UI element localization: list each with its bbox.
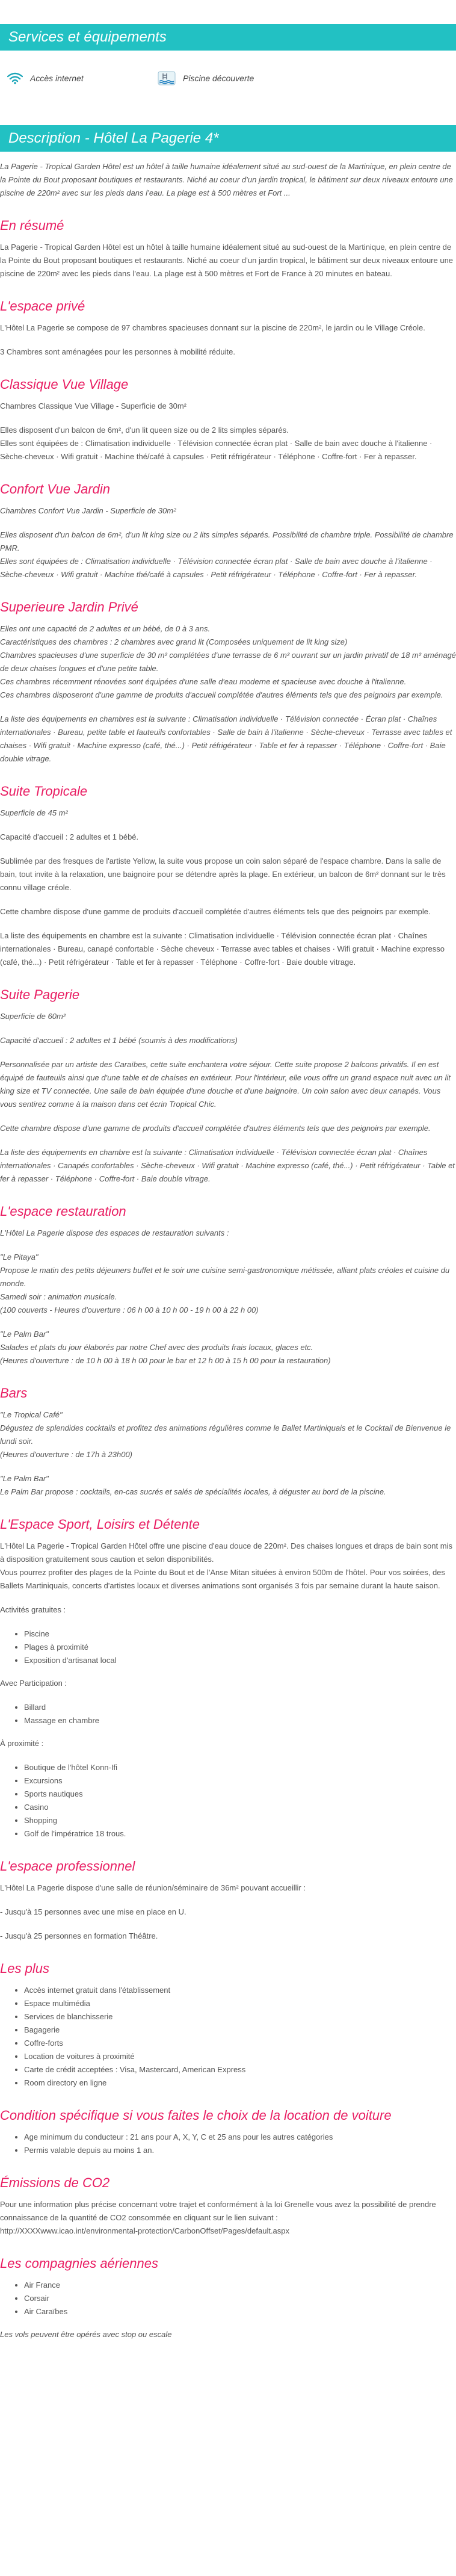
list-item: • Permis valable depuis au moins 1 an.	[24, 2144, 456, 2157]
section-paragraph: - Jusqu'à 25 personnes en formation Théâtre.	[0, 1931, 158, 1940]
wifi-icon	[7, 72, 23, 84]
pool-icon	[158, 71, 176, 85]
list-item: • Piscine	[24, 1627, 456, 1641]
section-title: Superieure Jardin Privé	[0, 599, 138, 615]
section-paragraph: 3 Chambres sont aménagées pour les personnes à mobilité réduite.	[0, 347, 235, 356]
section	[0, 376, 456, 463]
list-item: • Bagagerie	[24, 2023, 456, 2037]
list-item: • Carte de crédit acceptées : Visa, Mastercard, American Express	[24, 2063, 456, 2076]
list-item: • Air Caraïbes	[24, 2305, 456, 2318]
section-paragraph: "Le Palm Bar" Le Palm Bar propose : cocktails, en-cas sucrés et salés de spécialités locales, à déguster au bord de la piscine.	[0, 1474, 386, 1496]
list-item: • Air France	[24, 2279, 456, 2292]
section-paragraph: Elles disposent d'un balcon de 6m², d'un lit king size ou 2 lits simples séparés. Possibilité de chambre triple. Possibilité de chambre PMR. Elles sont équipées de : Climatisation individuelle · Télévision connectée écran plat · Salle de bain avec douche à l'italienne · Sèche-cheveux · Wifi gratuit · Machine thé/café à capsules · Petit réfrigérateur · Téléphone · Coffre-fort · Fer à repasser.	[0, 530, 454, 579]
section-list	[0, 1761, 456, 1841]
list-item: • Espace multimédia	[24, 1997, 456, 2010]
section-paragraph: Cette chambre dispose d'une gamme de produits d'accueil complétée d'autres éléments tels que des peignoirs par exemple.	[0, 1124, 431, 1133]
section-title: Les compagnies aériennes	[0, 2256, 158, 2271]
list-item: • Age minimum du conducteur : 21 ans pour A, X, Y, C et 25 ans pour les autres catégories	[24, 2131, 456, 2144]
list-item: • Services de blanchisserie	[24, 2010, 456, 2023]
section-title: Bars	[0, 1386, 28, 1401]
section-paragraph: Avec Participation :	[0, 1679, 67, 1688]
list-item: • Billard	[24, 1701, 456, 1714]
section	[0, 1384, 456, 1499]
list-item: • Coffre-forts	[24, 2037, 456, 2050]
section-paragraph: - Jusqu'à 15 personnes avec une mise en place en U.	[0, 1907, 186, 1916]
section	[0, 1516, 456, 1841]
list-item: • Shopping	[24, 1814, 456, 1827]
section-paragraph: Superficie de 60m²	[0, 1012, 66, 1021]
list-item: • Excursions	[24, 1774, 456, 1788]
section-paragraph: "Le Pitaya" Propose le matin des petits déjeuners buffet et le soir une cuisine semi-gastronomique métissée, alliant plats créoles et cuisine du monde. Samedi soir : animation musicale. (100 couverts - Heures d'ouverture : 06 h 00 à 10 h 00 - 19 h 00 à 22 h 00)	[0, 1252, 450, 1314]
section	[0, 782, 456, 969]
section-list	[0, 2279, 456, 2318]
sections	[0, 217, 456, 2341]
section-paragraph: Pour une information plus précise concernant votre trajet et conformément à la loi Grenelle vous avez la possibilité de prendre connaissance de la quantité de CO2 consommée en cliquant sur le lien suivant : http://XXXXwww.icao.int/environmental-protection/CarbonOffset/Pages/default.aspx	[0, 2200, 436, 2235]
list-item: • Room directory en ligne	[24, 2076, 456, 2090]
section-title: Suite Tropicale	[0, 784, 88, 799]
section-paragraph: Cette chambre dispose d'une gamme de produits d'accueil complétée d'autres éléments tels que des peignoirs par exemple.	[0, 907, 431, 916]
section-title: L'Espace Sport, Loisirs et Détente	[0, 1517, 200, 1532]
description-intro: La Pagerie - Tropical Garden Hôtel est un hôtel à taille humaine idéalement situé au sud-ouest de la Martinique, en plein centre de la Pointe du Bout proposant boutiques et restaurants. Niché au coeur d’un jardin tropical, le bâtiment sur deux niveaux entoure une piscine de 220m² avec sur les pieds dans l’eau. La plage est à 500 mètres et Fort ...	[0, 162, 454, 197]
section-title: En résumé	[0, 218, 64, 233]
section-paragraph: "Le Palm Bar" Salades et plats du jour élaborés par notre Chef avec des produits frais locaux, glaces etc. (Heures d'ouverture : de 10 h 00 à 18 h 00 pour le bar et 12 h 00 à 15 h 00 pour la restauration)	[0, 1330, 331, 1365]
list-item: • Massage en chambre	[24, 1714, 456, 1727]
section	[0, 217, 456, 280]
amenity-pool-label: Piscine découverte	[183, 73, 254, 83]
section-paragraph: Chambres Confort Vue Jardin - Superficie de 30m²	[0, 506, 176, 515]
section	[0, 598, 456, 766]
section-paragraph: Elles ont une capacité de 2 adultes et un bébé, de 0 à 3 ans. Caractéristiques des chambres : 2 chambres avec grand lit (Composées uniquement de lit king size) Chambres spacieuses d'une superficie de 30 m² complétées d'une terrasse de 6 m² ouvrant sur un jardin privatif de 18 m² aménagé de deux chaises longues et d'une petite table. Ces chambres récemment rénovées sont équipées d'une salle d'eau moderne et spacieuse avec douche à l'italienne. Ces chambres disposeront d'une gamme de produits d'accueil complétée d'autres éléments tels que des peignoirs par exemple.	[0, 624, 456, 699]
section-paragraph: La Pagerie - Tropical Garden Hôtel est un hôtel à taille humaine idéalement situé au sud-ouest de la Martinique, en plein centre de la Pointe du Bout proposant boutiques et restaurants. Niché au coeur d’un jardin tropical, le bâtiment sur deux niveaux entoure une piscine de 220m² avec les pieds dans l’eau. La plage est à 500 mètres et Fort de France à 20 minutes en bateau.	[0, 243, 454, 278]
section-title: Condition spécifique si vous faites le choix de la location de voiture	[0, 2108, 392, 2123]
section	[0, 2255, 456, 2341]
section	[0, 2174, 456, 2238]
amenities-row	[0, 65, 456, 91]
section-title: L'espace professionnel	[0, 1859, 135, 1874]
section-paragraph: Capacité d'accueil : 2 adultes et 1 bébé.	[0, 832, 139, 841]
section-list	[0, 2131, 456, 2157]
section-paragraph: La liste des équipements en chambres est la suivante : Climatisation individuelle · Télévision connectée · Écran plat · Chaînes internationales · Bureau, petite table et fauteuils confortables · Salle de bain à l'italienne · Sèche-cheveux · Terrasse avec tables et chaises · Wifi gratuit · Machine expresso (café, thé...) · Petit réfrigérateur · Table et fer à repasser · Téléphone · Coffre-fort · Baie double vitrage.	[0, 714, 452, 763]
section-paragraph: L'Hôtel La Pagerie dispose d'une salle de réunion/séminaire de 36m² pouvant accueillir :	[0, 1883, 306, 1892]
description-title: Description - Hôtel La Pagerie 4*	[8, 130, 219, 146]
section	[0, 1203, 456, 1367]
section	[0, 480, 456, 581]
list-item: • Golf de l'impératrice 18 trous.	[24, 1827, 456, 1841]
section-list	[0, 1701, 456, 1727]
list-item: • Casino	[24, 1801, 456, 1814]
services-header	[0, 24, 456, 51]
section	[0, 1857, 456, 1943]
amenity-wifi-label: Accès internet	[30, 73, 84, 83]
list-item: • Boutique de l'hôtel Konn-Ifi	[24, 1761, 456, 1774]
section	[0, 297, 456, 359]
section-title: L'espace privé	[0, 299, 85, 314]
section-paragraph: Activités gratuites :	[0, 1605, 66, 1614]
section	[0, 986, 456, 1186]
list-item: • Sports nautiques	[24, 1788, 456, 1801]
section-paragraph: "Le Tropical Café" Dégustez de splendides cocktails et profitez des animations régulières comme le Ballet Martiniquais et le Cocktail de Bienvenue le lundi soir. (Heures d'ouverture : de 17h à 23h00)	[0, 1410, 451, 1459]
section-title: Confort Vue Jardin	[0, 481, 111, 497]
description-header	[0, 125, 456, 152]
amenity-wifi	[7, 72, 158, 85]
amenity-pool	[158, 71, 308, 85]
page	[0, 24, 456, 2341]
section-paragraph: Sublimée par des fresques de l'artiste Yellow, la suite vous propose un coin salon séparé de l'espace chambre. Dans la salle de bain, tout invite à la relaxation, une baignoire pour se détendre après la plage. En extérieur, un balcon de 6m² donnant sur le très connu village créole.	[0, 856, 446, 892]
section-paragraph: Elles disposent d'un balcon de 6m², d'un lit queen size ou de 2 lits simples séparés. Elles sont équipées de : Climatisation individuelle · Télévision connectée écran plat · Salle de bain avec douche à l'italienne · Sèche-cheveux · Wifi gratuit · Machine thé/café à capsules · Petit réfrigérateur · Téléphone · Coffre-fort · Fer à repasser.	[0, 426, 433, 461]
section-title: Émissions de CO2	[0, 2175, 110, 2190]
list-item: • Exposition d'artisanat local	[24, 1654, 456, 1667]
section-title: Les plus	[0, 1961, 49, 1976]
section-paragraph: L'Hôtel La Pagerie - Tropical Garden Hôtel offre une piscine d'eau douce de 220m². Des chaises longues et draps de bain sont mis à disposition gratuitement sous caution et selon disponibilités. Vous pourrez profiter des plages de la Pointe du Bout et de l'Anse Mitan situées à environ 500m de l'hôtel. Pour vos soirées, des Ballets Martiniquais, concerts d'artistes locaux et diverses animations sont organisés 3 fois par semaine durant la haute saison.	[0, 1541, 452, 1590]
section-paragraph: Personnalisée par un artiste des Caraïbes, cette suite enchantera votre séjour. Cette suite propose 2 balcons privatifs. Il en est équipé de fauteuils ainsi que d'une table et de chaises en extérieur. Pour l'intérieur, elle vous offre un grand espace nuit avec un lit king size et TV connectée. Une salle de bain équipée d'une douche et d'une baignoire. Un coin salon avec deux canapés. Vous vous sentirez comme à la maison dans cet écrin Tropical Chic.	[0, 1060, 451, 1109]
section-paragraph: Chambres Classique Vue Village - Superficie de 30m²	[0, 401, 186, 410]
section-paragraph: À proximité :	[0, 1739, 44, 1748]
section-title: Suite Pagerie	[0, 987, 80, 1002]
list-item: • Corsair	[24, 2292, 456, 2305]
description-content	[0, 152, 456, 2341]
section-paragraph: Capacité d'accueil : 2 adultes et 1 bébé (soumis à des modifications)	[0, 1036, 238, 1045]
services-title: Services et équipements	[8, 29, 167, 45]
section-paragraph: La liste des équipements en chambre est la suivante : Climatisation individuelle · Télévision connectée écran plat · Chaînes internationales · Bureau, canapé confortable · Sèche cheveux · Terrasse avec tables et chaises · Wifi gratuit · Machine expresso (café, thé...) · Petit réfrigérateur · Table et fer à repasser · Téléphone · Coffre-fort · Baie double vitrage.	[0, 931, 445, 967]
section-paragraph: L'Hôtel La Pagerie dispose des espaces de restauration suivants :	[0, 1228, 229, 1237]
section	[0, 1960, 456, 2090]
section-title: L'espace restauration	[0, 1204, 126, 1219]
list-item: • Accès internet gratuit dans l'établissement	[24, 1984, 456, 1997]
section-list	[0, 1627, 456, 1667]
section-paragraph: L'Hôtel La Pagerie se compose de 97 chambres spacieuses donnant sur la piscine de 220m², le jardin ou le Village Créole.	[0, 323, 425, 332]
list-item: • Plages à proximité	[24, 1641, 456, 1654]
section-paragraph: Les vols peuvent être opérés avec stop ou escale	[0, 2330, 172, 2339]
section-paragraph: Superficie de 45 m²	[0, 808, 68, 817]
section-title: Classique Vue Village	[0, 377, 129, 392]
section	[0, 2107, 456, 2157]
section-list	[0, 1984, 456, 2090]
section-paragraph: La liste des équipements en chambre est la suivante : Climatisation individuelle · Télévision connectée écran plat · Chaînes internationales · Canapés confortables · Sèche-cheveux · Wifi gratuit · Machine expresso (café, thé...) · Petit réfrigérateur · Table et fer à repasser · Téléphone · Coffre-fort · Baie double vitrage.	[0, 1148, 455, 1183]
list-item: • Location de voitures à proximité	[24, 2050, 456, 2063]
